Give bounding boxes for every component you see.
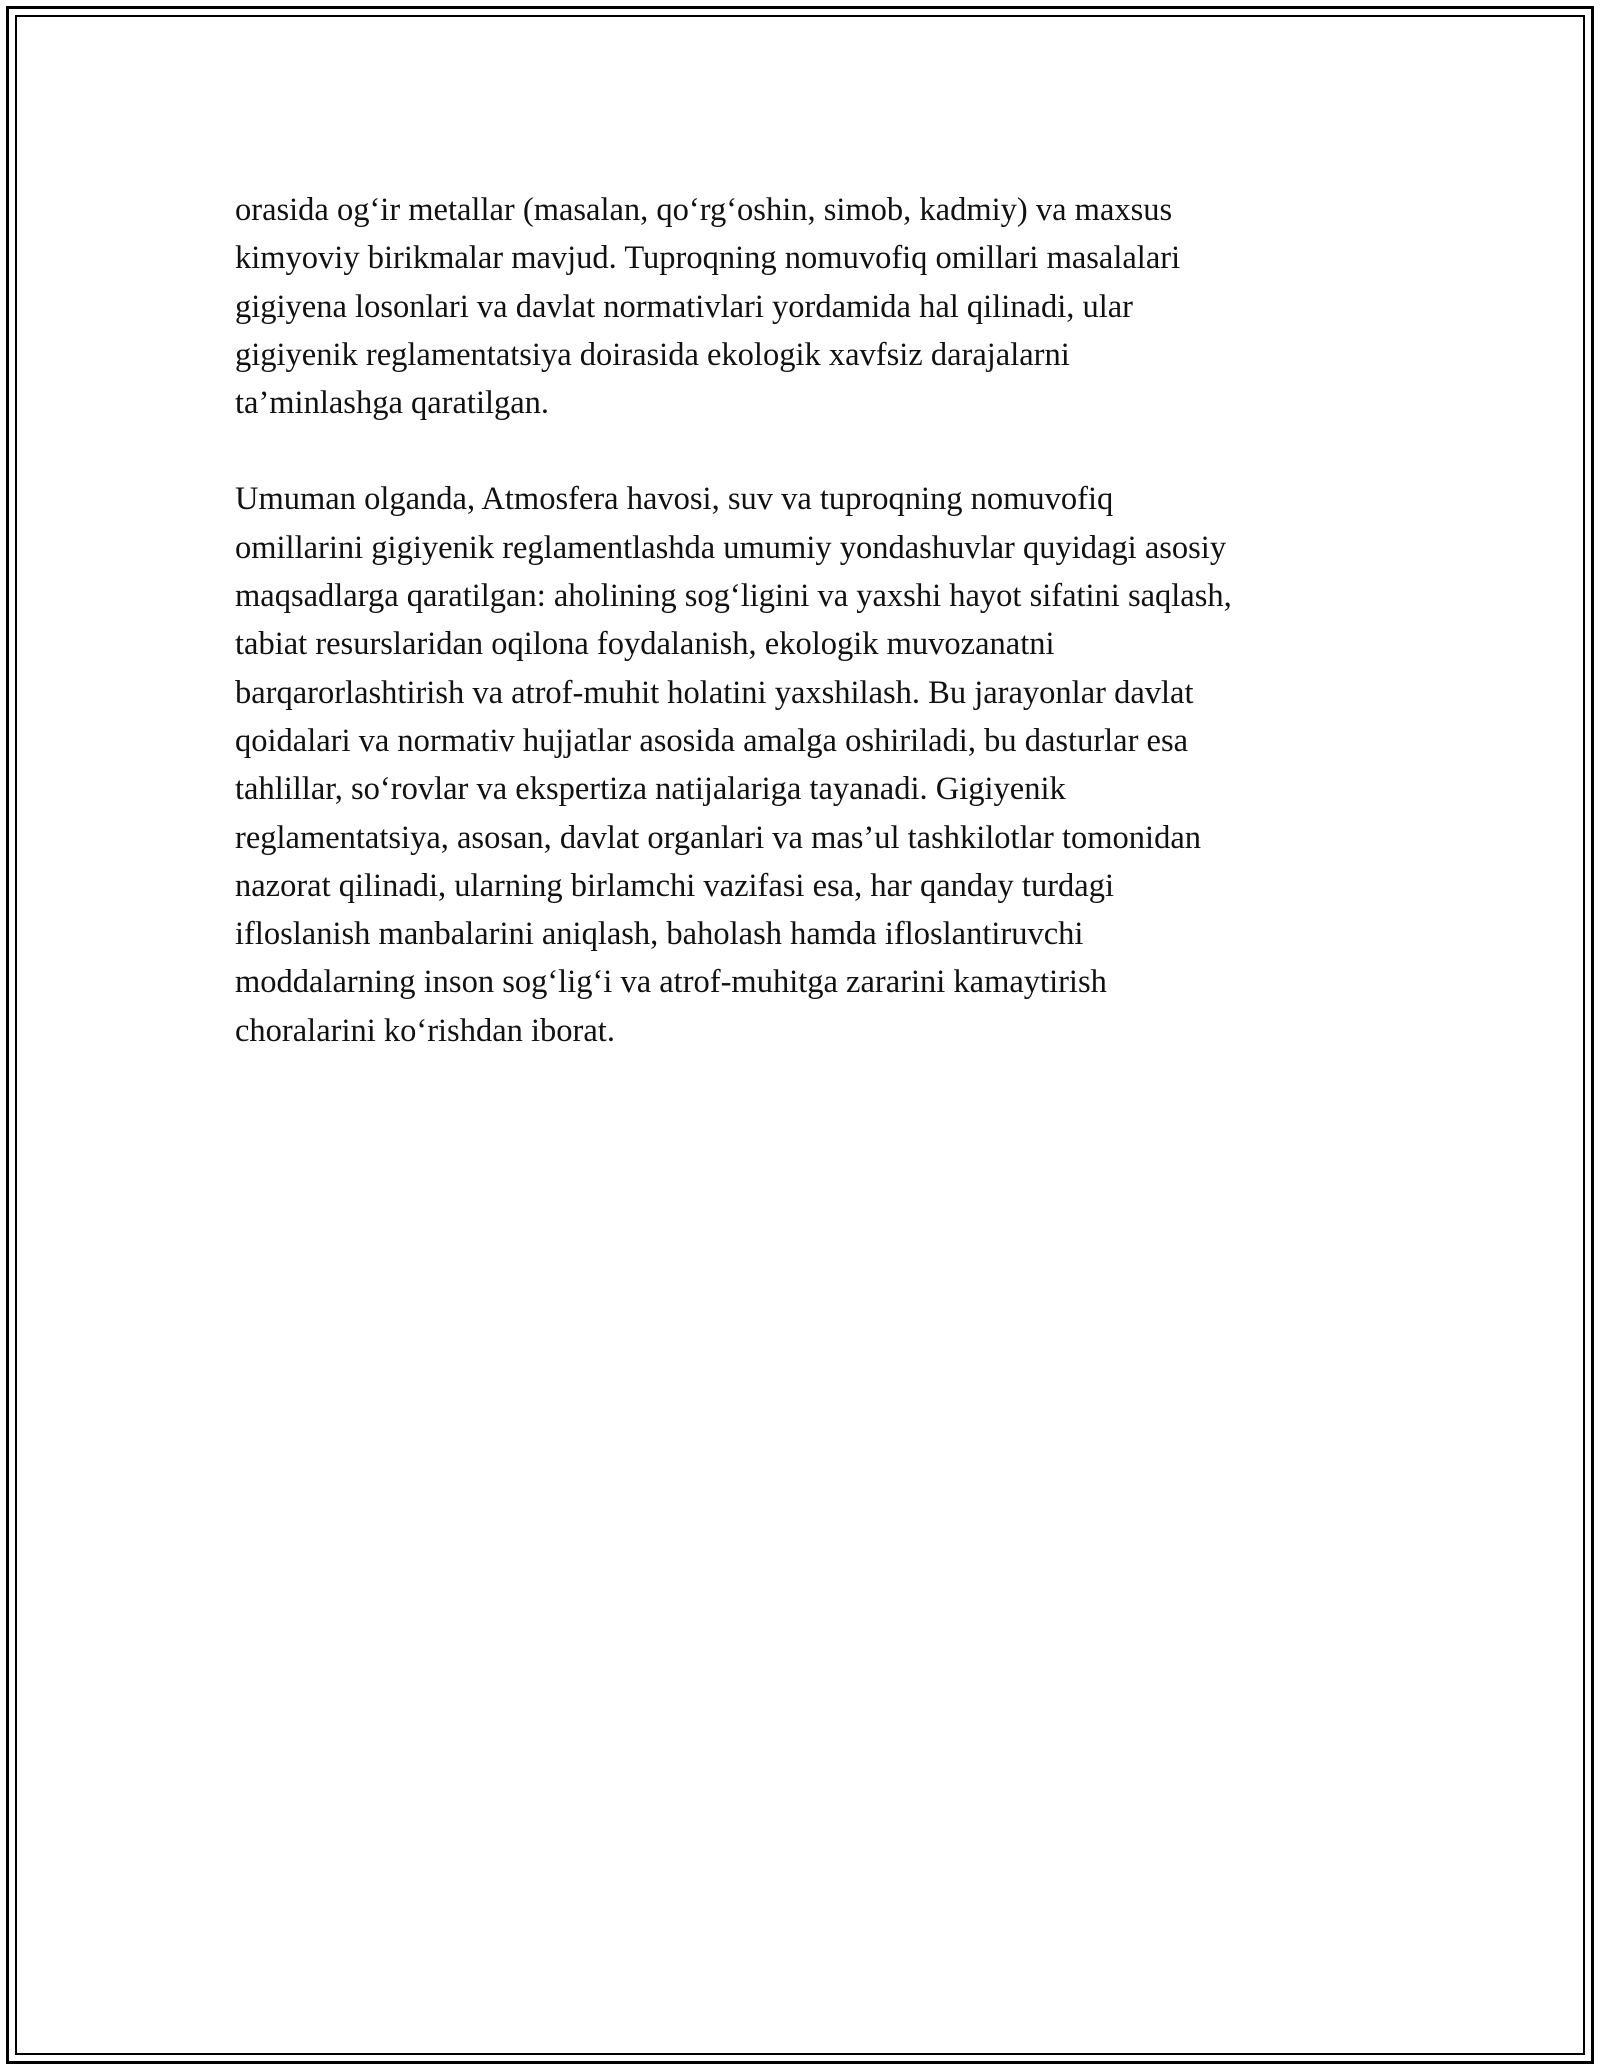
text-line: gigiyena losonlari va davlat normativlari yordamida hal qilinadi, ular: [235, 288, 1134, 325]
document-body: [235, 186, 1395, 1103]
text-line: tabiat resurslaridan oqilona foydalanish, ekologik muvozanatni: [235, 626, 1055, 663]
text-line: qoidalari va normativ hujjatlar asosida amalga oshiriladi, bu dasturlar esa: [235, 722, 1189, 759]
text-line: nazorat qilinadi, ularning birlamchi vazifasi esa, har qanday turdagi: [235, 867, 1114, 904]
text-line: ta’minlashga qaratilgan.: [235, 385, 550, 422]
text-line: omillarini gigiyenik reglamentlashda umumiy yondashuvlar quyidagi asosiy: [235, 529, 1227, 566]
text-line: moddalarning inson sog‘lig‘i va atrof-muhitga zararini kamaytirish: [235, 964, 1107, 1001]
text-line: gigiyenik reglamentatsiya doirasida ekologik xavfsiz darajalarni: [235, 336, 1070, 373]
text-line: Umuman olganda, Atmosfera havosi, suv va tuproqning nomuvofiq: [235, 481, 1114, 518]
text-line: ifloslanish manbalarini aniqlash, baholash hamda ifloslantiruvchi: [235, 916, 1084, 953]
text-line: tahlillar, so‘rovlar va ekspertiza natijalariga tayanadi. Gigiyenik: [235, 771, 1066, 808]
paragraph-2: [235, 475, 1395, 1055]
text-line: choralarini ko‘rishdan iborat.: [235, 1012, 615, 1049]
text-line: reglamentatsiya, asosan, davlat organlari va mas’ul tashkilotlar tomonidan: [235, 819, 1202, 856]
text-line: maqsadlarga qaratilgan: aholining sog‘ligini va yaxshi hayot sifatini saqlash,: [235, 578, 1232, 615]
text-line: barqarorlashtirish va atrof-muhit holatini yaxshilash. Bu jarayonlar davlat: [235, 674, 1194, 711]
text-line: orasida og‘ir metallar (masalan, qo‘rg‘oshin, simob, kadmiy) va maxsus: [235, 192, 1173, 228]
paragraph-1: [235, 186, 1395, 427]
text-line: kimyoviy birikmalar mavjud. Tuproqning nomuvofiq omillari masalalari: [235, 240, 1181, 277]
